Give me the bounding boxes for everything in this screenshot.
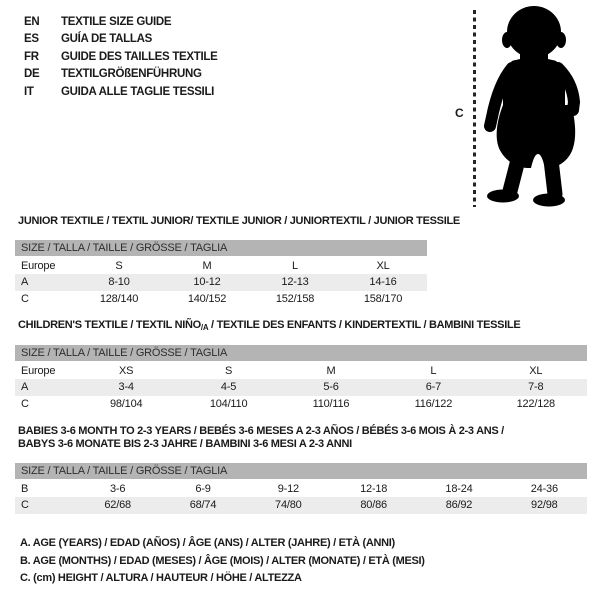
language-title: GUIDA ALLE TAGLIE TESSILI	[61, 85, 215, 98]
table-row	[15, 291, 427, 308]
language-code: FR	[24, 50, 39, 63]
language-row-fr	[24, 48, 218, 66]
size-cell: 74/80	[275, 499, 302, 512]
size-cell: 98/104	[109, 397, 143, 410]
size-cell: 152/158	[275, 292, 315, 305]
children-title-post: / TEXTILE DES ENFANTS / KINDERTEXTIL / BAMBINI TESSILE	[208, 319, 521, 331]
size-cell: 104/110	[209, 397, 248, 410]
language-title: GUÍA DE TALLAS	[61, 33, 152, 46]
size-cell: 6-9	[195, 482, 211, 495]
row-label: A	[21, 381, 29, 394]
size-cell: XS	[119, 364, 134, 377]
babies-title-line2: BABYS 3-6 MONATE BIS 2-3 JAHRE / BAMBINI 3-6 MESI A 2-3 ANNI	[18, 438, 352, 450]
size-header-bar: SIZE / TALLA / TAILLE / GRÖSSE / TAGLIA	[15, 463, 587, 479]
babies-title-line1: BABIES 3-6 MONTH TO 2-3 YEARS / BEBÉS 3-6 MESES A 2-3 AÑOS / BÉBÉS 3-6 MOIS À 2-3 ANS /	[18, 425, 504, 437]
language-code: IT	[24, 85, 34, 98]
legend-footnotes	[20, 535, 425, 588]
size-cell: S	[225, 364, 233, 377]
table-row	[15, 363, 587, 380]
height-measure-dashed-line	[473, 10, 476, 207]
size-cell: 10-12	[193, 276, 221, 289]
language-code: DE	[24, 68, 40, 81]
size-cell: 18-24	[445, 482, 473, 495]
language-title: TEXTILGRÖßENFÜHRUNG	[61, 68, 202, 81]
language-code: ES	[24, 33, 39, 46]
size-cell: XL	[376, 259, 390, 272]
size-cell: S	[115, 259, 123, 272]
size-cell: 12-13	[281, 276, 309, 289]
size-cell: 128/140	[99, 292, 139, 305]
junior-size-table	[15, 258, 427, 308]
size-cell: 122/128	[516, 397, 555, 410]
children-table-title	[18, 319, 587, 334]
row-label: C	[21, 292, 29, 305]
junior-size-table-section	[15, 215, 460, 307]
size-cell: 140/152	[187, 292, 227, 305]
children-title-pre: CHILDREN'S TEXTILE / TEXTIL NIÑO	[18, 319, 201, 331]
language-code: EN	[24, 15, 40, 28]
size-cell: 9-12	[277, 482, 299, 495]
row-label: Europe	[21, 259, 56, 272]
children-size-table-section	[15, 319, 587, 412]
size-cell: 110/116	[312, 397, 350, 410]
children-title-subscript: /A	[200, 323, 209, 332]
size-cell: 12-18	[360, 482, 388, 495]
size-cell: L	[292, 259, 298, 272]
size-cell: 92/98	[531, 499, 558, 512]
size-cell: 80/86	[360, 499, 387, 512]
row-label: B	[21, 482, 29, 495]
language-title: GUIDE DES TAILLES TEXTILE	[61, 50, 218, 63]
row-label: C	[21, 499, 29, 512]
height-measure-label: C	[455, 106, 464, 120]
size-cell: 3-4	[118, 381, 134, 394]
size-cell: M	[326, 364, 336, 377]
row-label: Europe	[21, 364, 56, 377]
language-row-en	[24, 13, 218, 31]
size-cell: 24-36	[530, 482, 558, 495]
size-cell: 7-8	[528, 381, 544, 394]
language-title: TEXTILE SIZE GUIDE	[61, 15, 172, 28]
language-row-de	[24, 66, 218, 84]
size-cell: 5-6	[323, 381, 339, 394]
size-cell: 3-6	[110, 482, 126, 495]
table-row	[15, 274, 427, 291]
size-cell: 8-10	[108, 276, 130, 289]
size-cell: 14-16	[369, 276, 397, 289]
toddler-silhouette-image	[484, 5, 594, 207]
footnote-height-cm: C. (cm) HEIGHT / ALTURA / HAUTEUR / HÖHE / ALTEZZA	[20, 572, 302, 584]
babies-size-table	[15, 481, 587, 514]
row-label: C	[21, 397, 29, 410]
size-cell: 158/170	[363, 292, 403, 305]
junior-table-title: JUNIOR TEXTILE / TEXTIL JUNIOR/ TEXTILE JUNIOR / JUNIORTEXTIL / JUNIOR TESSILE	[18, 215, 460, 227]
size-cell: M	[202, 259, 212, 272]
size-header-bar: SIZE / TALLA / TAILLE / GRÖSSE / TAGLIA	[15, 240, 427, 256]
size-cell: 86/92	[445, 499, 473, 512]
table-row	[15, 396, 587, 413]
table-row	[15, 497, 587, 514]
language-row-es	[24, 31, 218, 49]
size-cell: 116/122	[414, 397, 453, 410]
table-row	[15, 379, 587, 396]
size-cell: XL	[529, 364, 543, 377]
babies-table-title	[18, 425, 587, 451]
language-list	[24, 13, 218, 101]
row-label: A	[21, 276, 29, 289]
table-row	[15, 481, 587, 498]
footnote-age-months: B. AGE (MONTHS) / EDAD (MESES) / ÂGE (MOIS) / ALTER (MONATE) / ETÀ (MESI)	[20, 554, 425, 567]
size-cell: 68/74	[189, 499, 217, 512]
size-cell: 62/68	[104, 499, 131, 512]
children-size-table	[15, 363, 587, 413]
footnote-age-years: A. AGE (YEARS) / EDAD (AÑOS) / ÂGE (ANS) / ALTER (JAHRE) / ETÀ (ANNI)	[20, 537, 395, 549]
size-cell: 6-7	[425, 381, 442, 394]
size-header-bar: SIZE / TALLA / TAILLE / GRÖSSE / TAGLIA	[15, 345, 587, 361]
size-cell: 4-5	[220, 381, 237, 394]
table-row	[15, 258, 427, 275]
size-cell: L	[430, 364, 437, 377]
language-row-it	[24, 83, 218, 101]
babies-size-table-section	[15, 425, 587, 514]
